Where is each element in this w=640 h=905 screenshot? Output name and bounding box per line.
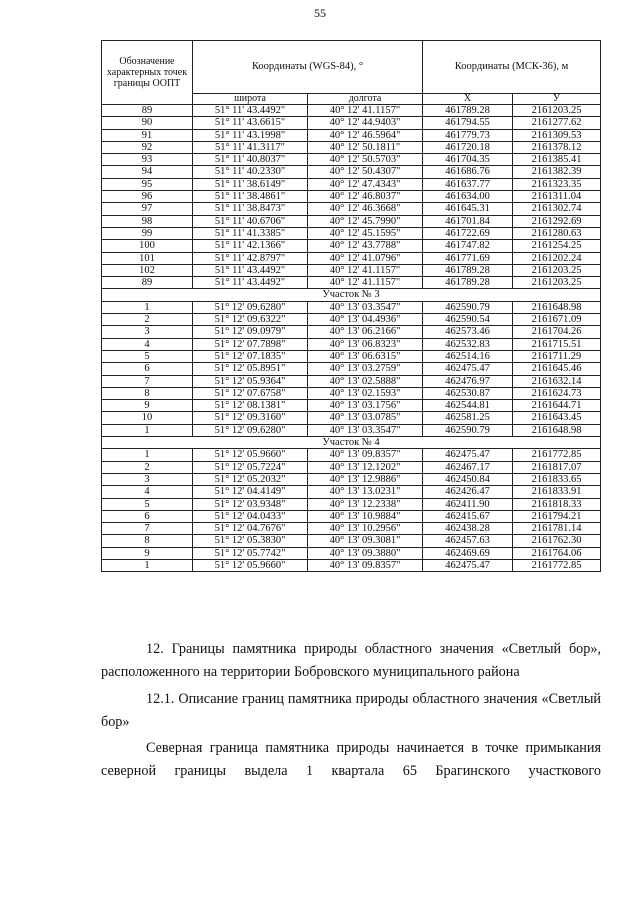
table-row — [102, 117, 601, 129]
cell-x-coord: 462590.54 — [423, 314, 513, 326]
cell-latitude: 51° 11' 40.2330" — [193, 166, 308, 178]
cell-latitude: 51° 12' 09.6322" — [193, 314, 308, 326]
cell-latitude: 51° 12' 05.9660" — [193, 559, 308, 571]
cell-x-coord: 461747.82 — [423, 240, 513, 252]
cell-latitude: 51° 11' 40.8037" — [193, 154, 308, 166]
table-row — [102, 387, 601, 399]
cell-longitude: 40° 13' 02.5888" — [308, 375, 423, 387]
cell-point-code: 5 — [102, 350, 193, 362]
cell-longitude: 40° 12' 44.9403" — [308, 117, 423, 129]
header-y: У — [513, 94, 601, 105]
cell-y-coord: 2161715.51 — [513, 338, 601, 350]
cell-y-coord: 2161817.07 — [513, 461, 601, 473]
cell-longitude: 40° 13' 10.9884" — [308, 510, 423, 522]
cell-longitude: 40° 13' 02.1593" — [308, 387, 423, 399]
cell-longitude: 40° 12' 50.4307" — [308, 166, 423, 178]
page-number: 55 — [314, 6, 326, 20]
cell-longitude: 40° 12' 47.4343" — [308, 178, 423, 190]
cell-longitude: 40° 13' 03.1756" — [308, 400, 423, 412]
cell-point-code: 91 — [102, 129, 193, 141]
cell-x-coord: 462469.69 — [423, 547, 513, 559]
cell-x-coord: 461779.73 — [423, 129, 513, 141]
table-row — [102, 338, 601, 350]
cell-latitude: 51° 12' 05.7742" — [193, 547, 308, 559]
cell-latitude: 51° 12' 09.3160" — [193, 412, 308, 424]
cell-point-code: 2 — [102, 314, 193, 326]
table-row — [102, 510, 601, 522]
cell-longitude: 40° 12' 41.0796" — [308, 252, 423, 264]
cell-latitude: 51° 12' 09.6280" — [193, 424, 308, 436]
cell-latitude: 51° 11' 42.1366" — [193, 240, 308, 252]
cell-y-coord: 2161644.71 — [513, 400, 601, 412]
cell-y-coord: 2161292.69 — [513, 215, 601, 227]
cell-latitude: 51° 12' 07.1835" — [193, 350, 308, 362]
cell-point-code: 9 — [102, 547, 193, 559]
cell-y-coord: 2161833.65 — [513, 473, 601, 485]
cell-latitude: 51° 11' 38.6149" — [193, 178, 308, 190]
cell-longitude: 40° 12' 45.7990" — [308, 215, 423, 227]
cell-x-coord: 462467.17 — [423, 461, 513, 473]
cell-x-coord: 461704.35 — [423, 154, 513, 166]
table-row — [102, 559, 601, 571]
cell-x-coord: 462573.46 — [423, 326, 513, 338]
cell-point-code: 4 — [102, 486, 193, 498]
header-longitude: долгота — [308, 94, 423, 105]
table-row — [102, 203, 601, 215]
cell-longitude: 40° 12' 50.1811" — [308, 141, 423, 153]
cell-x-coord: 462514.16 — [423, 350, 513, 362]
cell-x-coord: 461637.77 — [423, 178, 513, 190]
table-row — [102, 252, 601, 264]
cell-y-coord: 2161794.21 — [513, 510, 601, 522]
cell-y-coord: 2161762.30 — [513, 535, 601, 547]
table-row — [102, 461, 601, 473]
cell-point-code: 3 — [102, 326, 193, 338]
table-row — [102, 129, 601, 141]
cell-longitude: 40° 13' 09.8357" — [308, 449, 423, 461]
cell-longitude: 40° 12' 46.8037" — [308, 191, 423, 203]
cell-longitude: 40° 12' 46.5964" — [308, 129, 423, 141]
cell-latitude: 51° 11' 42.8797" — [193, 252, 308, 264]
cell-longitude: 40° 13' 03.3547" — [308, 301, 423, 313]
table-row — [102, 191, 601, 203]
cell-point-code: 7 — [102, 523, 193, 535]
cell-y-coord: 2161632.14 — [513, 375, 601, 387]
cell-longitude: 40° 13' 06.6315" — [308, 350, 423, 362]
cell-y-coord: 2161645.46 — [513, 363, 601, 375]
cell-point-code: 8 — [102, 387, 193, 399]
cell-point-code: 9 — [102, 400, 193, 412]
cell-longitude: 40° 12' 46.3668" — [308, 203, 423, 215]
cell-x-coord: 462475.47 — [423, 363, 513, 375]
cell-point-code: 1 — [102, 449, 193, 461]
cell-y-coord: 2161772.85 — [513, 449, 601, 461]
table-row — [102, 498, 601, 510]
table-row — [102, 154, 601, 166]
cell-y-coord: 2161772.85 — [513, 559, 601, 571]
cell-point-code: 96 — [102, 191, 193, 203]
header-msk36: Координаты (МСК-36), м — [423, 41, 601, 94]
cell-point-code: 89 — [102, 105, 193, 117]
section-4-label: Участок № 4 — [102, 437, 601, 449]
cell-longitude: 40° 13' 03.2759" — [308, 363, 423, 375]
cell-x-coord: 462590.79 — [423, 301, 513, 313]
cell-longitude: 40° 13' 04.4936" — [308, 314, 423, 326]
table-row — [102, 473, 601, 485]
cell-latitude: 51° 11' 41.3385" — [193, 227, 308, 239]
cell-latitude: 51° 11' 43.4492" — [193, 277, 308, 289]
cell-x-coord: 462476.97 — [423, 375, 513, 387]
cell-point-code: 7 — [102, 375, 193, 387]
cell-y-coord: 2161648.98 — [513, 301, 601, 313]
header-latitude: широта — [193, 94, 308, 105]
cell-point-code: 10 — [102, 412, 193, 424]
cell-latitude: 51° 11' 38.4861" — [193, 191, 308, 203]
cell-y-coord: 2161818.33 — [513, 498, 601, 510]
cell-longitude: 40° 13' 06.8323" — [308, 338, 423, 350]
cell-x-coord: 462590.79 — [423, 424, 513, 436]
cell-latitude: 51° 12' 04.4149" — [193, 486, 308, 498]
cell-longitude: 40° 12' 43.7788" — [308, 240, 423, 252]
coordinates-table — [101, 40, 601, 572]
cell-point-code: 2 — [102, 461, 193, 473]
cell-point-code: 1 — [102, 559, 193, 571]
table-body-section-3 — [102, 301, 601, 436]
cell-y-coord: 2161833.91 — [513, 486, 601, 498]
table-row — [102, 350, 601, 362]
cell-latitude: 51° 12' 04.0433" — [193, 510, 308, 522]
cell-x-coord: 461686.76 — [423, 166, 513, 178]
paragraph-north-line1: Северная граница памятника природы начинается в точке примыкания — [146, 740, 601, 756]
section-3-label: Участок № 3 — [102, 289, 601, 301]
cell-longitude: 40° 13' 12.1202" — [308, 461, 423, 473]
cell-y-coord: 2161277.62 — [513, 117, 601, 129]
paragraph-12: 12. Границы памятника природы областного значения «Светлый бор», расположенного на территории Бобровского муниципального района — [101, 641, 601, 680]
cell-y-coord: 2161671.09 — [513, 314, 601, 326]
table-row — [102, 326, 601, 338]
cell-y-coord: 2161378.12 — [513, 141, 601, 153]
cell-latitude: 51° 11' 40.6706" — [193, 215, 308, 227]
cell-x-coord: 462475.47 — [423, 449, 513, 461]
cell-y-coord: 2161711.29 — [513, 350, 601, 362]
cell-x-coord: 462544.81 — [423, 400, 513, 412]
cell-latitude: 51° 12' 09.0979" — [193, 326, 308, 338]
table-row — [102, 301, 601, 313]
table-body-section-a — [102, 105, 601, 289]
cell-x-coord: 461789.28 — [423, 264, 513, 276]
table-row — [102, 141, 601, 153]
cell-y-coord: 2161781.14 — [513, 523, 601, 535]
cell-longitude: 40° 12' 45.1595" — [308, 227, 423, 239]
cell-longitude: 40° 13' 06.2166" — [308, 326, 423, 338]
cell-latitude: 51° 12' 05.9660" — [193, 449, 308, 461]
table-row — [102, 412, 601, 424]
table-body-section-4 — [102, 449, 601, 572]
cell-y-coord: 2161704.26 — [513, 326, 601, 338]
cell-point-code: 100 — [102, 240, 193, 252]
cell-y-coord: 2161764.06 — [513, 547, 601, 559]
cell-longitude: 40° 13' 09.3081" — [308, 535, 423, 547]
cell-x-coord: 461789.28 — [423, 105, 513, 117]
table-row — [102, 363, 601, 375]
cell-y-coord: 2161254.25 — [513, 240, 601, 252]
header-point-code: Обозначение характерных точек границы ООПТ — [102, 41, 193, 105]
table-row — [102, 449, 601, 461]
cell-longitude: 40° 13' 13.0231" — [308, 486, 423, 498]
header-wgs84: Координаты (WGS-84), ° — [193, 41, 423, 94]
paragraph-north-line2: северной границы выдела 1 квартала 65 Брагинского участкового — [101, 763, 601, 779]
cell-latitude: 51° 12' 07.6758" — [193, 387, 308, 399]
cell-latitude: 51° 12' 07.7898" — [193, 338, 308, 350]
cell-longitude: 40° 13' 12.2338" — [308, 498, 423, 510]
cell-x-coord: 462581.25 — [423, 412, 513, 424]
cell-longitude: 40° 12' 50.5703" — [308, 154, 423, 166]
table-row — [102, 523, 601, 535]
cell-latitude: 51° 12' 05.8951" — [193, 363, 308, 375]
cell-point-code: 95 — [102, 178, 193, 190]
table-row — [102, 227, 601, 239]
cell-point-code: 89 — [102, 277, 193, 289]
table-row — [102, 215, 601, 227]
cell-latitude: 51° 11' 43.4492" — [193, 105, 308, 117]
cell-x-coord: 461771.69 — [423, 252, 513, 264]
table-row — [102, 375, 601, 387]
cell-y-coord: 2161280.63 — [513, 227, 601, 239]
cell-point-code: 97 — [102, 203, 193, 215]
table-row — [102, 105, 601, 117]
table-row — [102, 486, 601, 498]
cell-x-coord: 462411.90 — [423, 498, 513, 510]
table-row — [102, 178, 601, 190]
cell-point-code: 6 — [102, 510, 193, 522]
cell-x-coord: 462530.87 — [423, 387, 513, 399]
cell-x-coord: 461634.00 — [423, 191, 513, 203]
cell-point-code: 1 — [102, 301, 193, 313]
cell-point-code: 4 — [102, 338, 193, 350]
paragraph-12-1: 12.1. Описание границ памятника природы областного значения «Светлый бор» — [101, 691, 601, 730]
cell-latitude: 51° 11' 38.8473" — [193, 203, 308, 215]
cell-latitude: 51° 11' 43.6615" — [193, 117, 308, 129]
cell-point-code: 99 — [102, 227, 193, 239]
cell-point-code: 92 — [102, 141, 193, 153]
cell-longitude: 40° 12' 41.1157" — [308, 277, 423, 289]
table-row — [102, 547, 601, 559]
cell-y-coord: 2161203.25 — [513, 277, 601, 289]
cell-longitude: 40° 13' 03.0785" — [308, 412, 423, 424]
cell-y-coord: 2161203.25 — [513, 105, 601, 117]
cell-latitude: 51° 11' 43.4492" — [193, 264, 308, 276]
cell-y-coord: 2161302.74 — [513, 203, 601, 215]
cell-y-coord: 2161309.53 — [513, 129, 601, 141]
cell-y-coord: 2161203.25 — [513, 264, 601, 276]
cell-x-coord: 462438.28 — [423, 523, 513, 535]
table-row — [102, 277, 601, 289]
cell-point-code: 8 — [102, 535, 193, 547]
cell-x-coord: 462415.67 — [423, 510, 513, 522]
section-4-header — [102, 437, 601, 449]
cell-x-coord: 461794.55 — [423, 117, 513, 129]
cell-latitude: 51° 12' 08.1381" — [193, 400, 308, 412]
table-row — [102, 166, 601, 178]
cell-longitude: 40° 12' 41.1157" — [308, 264, 423, 276]
cell-latitude: 51° 11' 41.3117" — [193, 141, 308, 153]
cell-latitude: 51° 11' 43.1998" — [193, 129, 308, 141]
cell-point-code: 93 — [102, 154, 193, 166]
cell-latitude: 51° 12' 05.3830" — [193, 535, 308, 547]
table-row — [102, 314, 601, 326]
cell-x-coord: 461645.31 — [423, 203, 513, 215]
table-row — [102, 424, 601, 436]
cell-x-coord: 462450.84 — [423, 473, 513, 485]
cell-y-coord: 2161385.41 — [513, 154, 601, 166]
table-row — [102, 264, 601, 276]
cell-x-coord: 462426.47 — [423, 486, 513, 498]
cell-y-coord: 2161624.73 — [513, 387, 601, 399]
cell-longitude: 40° 12' 41.1157" — [308, 105, 423, 117]
cell-longitude: 40° 13' 10.2956" — [308, 523, 423, 535]
cell-x-coord: 462532.83 — [423, 338, 513, 350]
cell-point-code: 98 — [102, 215, 193, 227]
section-3-header — [102, 289, 601, 301]
cell-point-code: 94 — [102, 166, 193, 178]
cell-longitude: 40° 13' 03.3547" — [308, 424, 423, 436]
cell-latitude: 51° 12' 04.7676" — [193, 523, 308, 535]
cell-point-code: 102 — [102, 264, 193, 276]
cell-point-code: 3 — [102, 473, 193, 485]
cell-x-coord: 461722.69 — [423, 227, 513, 239]
cell-y-coord: 2161648.98 — [513, 424, 601, 436]
cell-latitude: 51° 12' 05.9364" — [193, 375, 308, 387]
cell-y-coord: 2161382.39 — [513, 166, 601, 178]
cell-y-coord: 2161311.04 — [513, 191, 601, 203]
cell-y-coord: 2161202.24 — [513, 252, 601, 264]
cell-latitude: 51° 12' 05.7224" — [193, 461, 308, 473]
header-x: X — [423, 94, 513, 105]
cell-x-coord: 462457.63 — [423, 535, 513, 547]
cell-point-code: 1 — [102, 424, 193, 436]
cell-latitude: 51° 12' 09.6280" — [193, 301, 308, 313]
cell-longitude: 40° 13' 12.9886" — [308, 473, 423, 485]
cell-longitude: 40° 13' 09.8357" — [308, 559, 423, 571]
cell-latitude: 51° 12' 03.9348" — [193, 498, 308, 510]
cell-x-coord: 461720.18 — [423, 141, 513, 153]
cell-point-code: 5 — [102, 498, 193, 510]
cell-x-coord: 462475.47 — [423, 559, 513, 571]
cell-point-code: 101 — [102, 252, 193, 264]
cell-longitude: 40° 13' 09.3880" — [308, 547, 423, 559]
cell-x-coord: 461701.84 — [423, 215, 513, 227]
cell-point-code: 90 — [102, 117, 193, 129]
table-row — [102, 535, 601, 547]
cell-y-coord: 2161643.45 — [513, 412, 601, 424]
cell-y-coord: 2161323.35 — [513, 178, 601, 190]
table-row — [102, 240, 601, 252]
cell-point-code: 6 — [102, 363, 193, 375]
cell-x-coord: 461789.28 — [423, 277, 513, 289]
table-row — [102, 400, 601, 412]
cell-latitude: 51° 12' 05.2032" — [193, 473, 308, 485]
